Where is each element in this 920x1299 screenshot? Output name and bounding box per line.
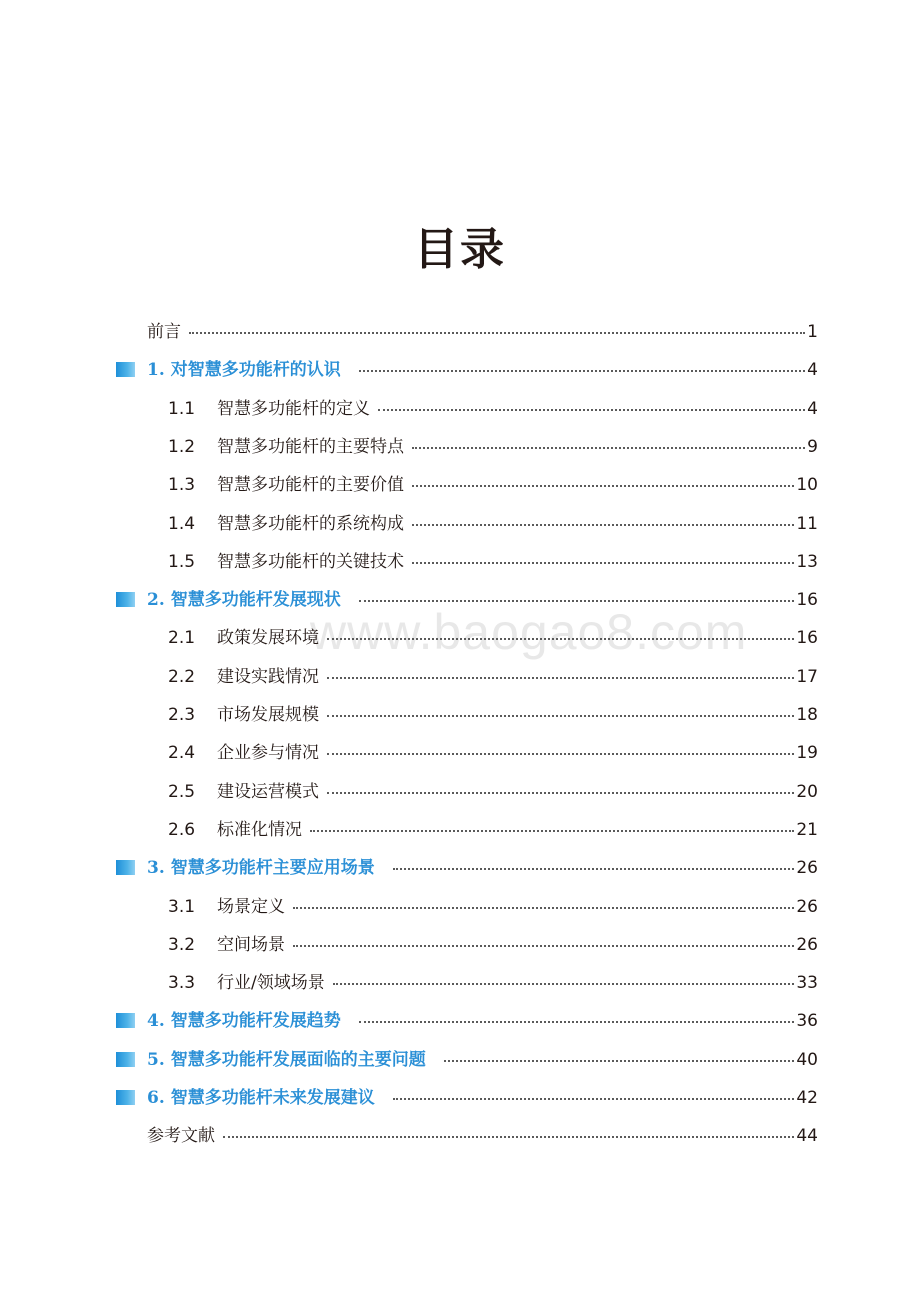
toc-page-number: 42 bbox=[796, 1088, 818, 1108]
toc-page-number: 10 bbox=[796, 475, 818, 496]
toc-entry-number: 2.4 bbox=[168, 743, 196, 764]
toc-entry-text bbox=[147, 1006, 341, 1036]
toc-page-number: 26 bbox=[796, 858, 818, 879]
leader-dots bbox=[327, 753, 794, 755]
toc-entry[interactable] bbox=[0, 968, 920, 998]
toc-entry-label: 行业/领域场景 bbox=[217, 973, 325, 994]
toc-entry[interactable] bbox=[0, 432, 920, 462]
toc-page-number: 36 bbox=[796, 1011, 818, 1032]
toc-entry[interactable] bbox=[0, 509, 920, 539]
toc-entry-text bbox=[168, 623, 319, 653]
toc-page-number: 44 bbox=[796, 1126, 818, 1147]
chapter-marker-icon bbox=[116, 1052, 135, 1067]
toc-entry-text bbox=[168, 662, 319, 692]
leader-dots bbox=[310, 830, 794, 832]
toc-entry-label: 智慧多功能杆的系统构成 bbox=[217, 513, 405, 534]
chapter-marker-icon bbox=[116, 860, 135, 875]
toc-entry-number: 2.5 bbox=[168, 781, 196, 802]
toc-entry-number: 2. bbox=[147, 590, 165, 611]
toc-entry[interactable] bbox=[0, 1121, 920, 1151]
toc-entry-number: 2.3 bbox=[168, 705, 196, 725]
toc-entry-text bbox=[147, 1121, 215, 1151]
toc-entry-text bbox=[147, 355, 341, 385]
leader-dots bbox=[293, 907, 794, 909]
toc-entry-label: 智慧多功能杆的主要价值 bbox=[217, 475, 405, 496]
chapter-marker-icon bbox=[116, 1090, 135, 1105]
toc-page-number: 33 bbox=[796, 973, 818, 994]
leader-dots bbox=[359, 600, 794, 602]
toc-page-number: 20 bbox=[796, 781, 818, 802]
toc-entry[interactable] bbox=[0, 623, 920, 653]
toc-entry-label: 智慧多功能杆发展现状 bbox=[170, 590, 341, 611]
toc-entry-text bbox=[168, 394, 370, 424]
toc-entry-label: 智慧多功能杆的关键技术 bbox=[217, 551, 405, 572]
toc-entry-label: 前言 bbox=[147, 322, 181, 342]
toc-entry-number: 3.2 bbox=[168, 934, 196, 955]
toc-entry-text bbox=[147, 1045, 426, 1075]
toc-entry-label: 企业参与情况 bbox=[217, 743, 320, 764]
toc-entry[interactable] bbox=[0, 585, 920, 615]
toc-page-number: 26 bbox=[796, 934, 818, 955]
toc-entry-text bbox=[168, 700, 319, 730]
toc-entry-text bbox=[168, 968, 325, 998]
toc-entry-text bbox=[168, 777, 319, 807]
toc-entry-number: 1.1 bbox=[168, 398, 196, 419]
toc-page-number: 26 bbox=[796, 896, 818, 917]
toc-entry-text bbox=[168, 892, 285, 922]
toc-entry-number: 3.3 bbox=[168, 973, 196, 994]
page-title: 目录 bbox=[414, 224, 506, 275]
leader-dots bbox=[378, 409, 805, 411]
toc-entry-label: 建设运营模式 bbox=[217, 781, 320, 802]
toc-entry-number: 3. bbox=[147, 858, 165, 879]
toc-entry-label: 空间场景 bbox=[217, 934, 286, 955]
toc-page-number: 18 bbox=[796, 705, 818, 725]
toc-entry-text bbox=[168, 509, 404, 539]
toc-entry-number: 1.4 bbox=[168, 513, 196, 534]
toc-entry[interactable] bbox=[0, 1083, 920, 1113]
chapter-marker-icon bbox=[116, 1013, 135, 1028]
toc-entry-label: 市场发展规模 bbox=[217, 705, 320, 725]
toc-entry[interactable] bbox=[0, 700, 920, 730]
toc-entry-number: 6. bbox=[147, 1088, 165, 1108]
toc-entry[interactable] bbox=[0, 662, 920, 692]
toc-entry-text bbox=[168, 432, 404, 462]
toc-page-number: 9 bbox=[807, 436, 818, 457]
toc-entry-label: 智慧多功能杆主要应用场景 bbox=[170, 858, 375, 879]
toc-entry-number: 2.6 bbox=[168, 819, 196, 840]
toc-entry-label: 政策发展环境 bbox=[217, 628, 320, 649]
leader-dots bbox=[223, 1136, 794, 1138]
toc-entry-label: 标准化情况 bbox=[217, 819, 303, 840]
chapter-marker-icon bbox=[116, 362, 135, 377]
toc-entry[interactable] bbox=[0, 470, 920, 500]
toc-entry-number: 1.2 bbox=[168, 436, 196, 457]
toc-entry-text bbox=[147, 317, 181, 347]
toc-page-number: 1 bbox=[807, 322, 818, 342]
toc-entry-text bbox=[168, 547, 404, 577]
leader-dots bbox=[333, 983, 794, 985]
watermark: www.baogao8.com bbox=[310, 604, 748, 660]
toc-page-number: 13 bbox=[796, 551, 818, 572]
toc-page-number: 21 bbox=[796, 819, 818, 840]
leader-dots bbox=[444, 1060, 794, 1062]
leader-dots bbox=[412, 524, 794, 526]
toc-entry-number: 2.2 bbox=[168, 666, 196, 687]
leader-dots bbox=[359, 370, 805, 372]
toc-entry-label: 智慧多功能杆发展面临的主要问题 bbox=[170, 1049, 426, 1070]
toc-entry-label: 建设实践情况 bbox=[217, 666, 320, 687]
toc-page-number: 11 bbox=[796, 513, 818, 534]
leader-dots bbox=[412, 447, 805, 449]
toc-entry-label: 智慧多功能杆的主要特点 bbox=[217, 436, 405, 457]
toc-page-number: 17 bbox=[796, 666, 818, 687]
leader-dots bbox=[393, 1098, 794, 1100]
toc-entry[interactable] bbox=[0, 1045, 920, 1075]
toc-entry-number: 2.1 bbox=[168, 628, 196, 649]
toc-entry[interactable] bbox=[0, 394, 920, 424]
toc-entry-label: 场景定义 bbox=[217, 896, 286, 917]
toc-entry[interactable] bbox=[0, 738, 920, 768]
toc-page-number: 16 bbox=[796, 590, 818, 611]
toc-entry[interactable] bbox=[0, 355, 920, 385]
toc-entry-number: 1.3 bbox=[168, 475, 196, 496]
toc-entry-text bbox=[168, 470, 404, 500]
toc-entry-text bbox=[168, 930, 285, 960]
toc-entry-number: 5. bbox=[147, 1049, 165, 1070]
toc-entry-label: 对智慧多功能杆的认识 bbox=[170, 360, 341, 381]
toc-entry-number: 1.5 bbox=[168, 551, 196, 572]
toc-page-number: 16 bbox=[796, 628, 818, 649]
toc-page-number: 19 bbox=[796, 743, 818, 764]
toc-entry-label: 智慧多功能杆发展趋势 bbox=[170, 1011, 341, 1032]
leader-dots bbox=[327, 638, 794, 640]
toc-entry-number: 1. bbox=[147, 360, 165, 381]
toc-entry[interactable] bbox=[0, 892, 920, 922]
leader-dots bbox=[412, 485, 794, 487]
toc-entry[interactable] bbox=[0, 853, 920, 883]
leader-dots bbox=[293, 945, 794, 947]
leader-dots bbox=[327, 792, 794, 794]
toc-entry-text bbox=[147, 853, 375, 883]
toc-entry[interactable] bbox=[0, 930, 920, 960]
leader-dots bbox=[359, 1021, 794, 1023]
leader-dots bbox=[189, 332, 805, 334]
toc-page-number: 4 bbox=[807, 360, 818, 381]
toc-entry-text bbox=[147, 1083, 375, 1113]
toc-entry-label: 智慧多功能杆未来发展建议 bbox=[170, 1088, 375, 1108]
toc-entry-text bbox=[168, 815, 302, 845]
leader-dots bbox=[412, 562, 794, 564]
chapter-marker-icon bbox=[116, 592, 135, 607]
toc-entry[interactable] bbox=[0, 547, 920, 577]
leader-dots bbox=[327, 715, 794, 717]
toc-entry-number: 4. bbox=[147, 1011, 165, 1032]
toc-entry[interactable] bbox=[0, 815, 920, 845]
toc-entry-text bbox=[147, 585, 341, 615]
leader-dots bbox=[327, 677, 794, 679]
leader-dots bbox=[393, 868, 794, 870]
toc-entry-label: 智慧多功能杆的定义 bbox=[217, 398, 371, 419]
toc-entry-number: 3.1 bbox=[168, 896, 196, 917]
toc-entry[interactable] bbox=[0, 317, 920, 347]
toc-entry[interactable] bbox=[0, 777, 920, 807]
toc-page-number: 40 bbox=[796, 1049, 818, 1070]
toc-entry[interactable] bbox=[0, 1006, 920, 1036]
toc-entry-text bbox=[168, 738, 319, 768]
toc-entry-label: 参考文献 bbox=[147, 1126, 215, 1147]
toc-page-number: 4 bbox=[807, 398, 818, 419]
